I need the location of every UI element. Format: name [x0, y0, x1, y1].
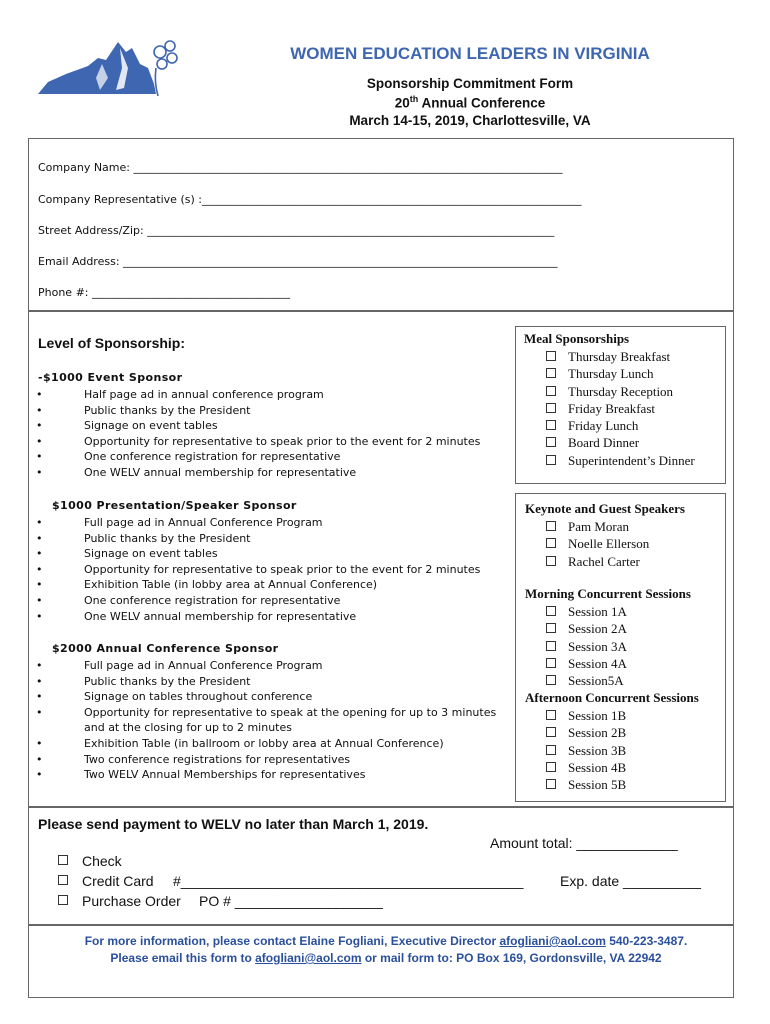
checkbox-icon[interactable] — [546, 727, 556, 737]
meal-option[interactable]: Friday Breakfast — [546, 400, 695, 417]
list-item: • Half page ad in annual conference program — [34, 387, 480, 403]
exp-date-field[interactable]: Exp. date __________ — [560, 873, 701, 889]
email-link[interactable]: afogliani@aol.com — [499, 934, 606, 948]
list-item: • Two conference registrations for representatives — [34, 752, 496, 768]
keynote-speakers-title: Keynote and Guest Speakers — [525, 501, 685, 516]
form-title: Sponsorship Commitment Form — [366, 76, 574, 91]
org-name: WOMEN EDUCATION LEADERS IN VIRGINIA — [290, 44, 650, 63]
level-of-sponsorship-heading: Level of Sponsorship: — [38, 335, 186, 351]
list-item: • Opportunity for representative to speak prior to the event for 2 minutes — [34, 562, 480, 578]
checkbox-icon[interactable] — [546, 403, 556, 413]
meal-option[interactable]: Superintendent’s Dinner — [546, 452, 695, 469]
list-item: • Signage on tables throughout conference — [34, 689, 496, 705]
list-item: • Signage on event tables — [34, 418, 480, 434]
company-name-field[interactable]: Company Name: ______________________________________________________________________________ — [38, 161, 563, 174]
meal-option[interactable]: Thursday Breakfast — [546, 348, 695, 365]
company-rep-field[interactable]: Company Representative (s) :_____________________________________________________________________ — [38, 193, 582, 206]
flower-icon — [154, 41, 177, 96]
list-item: • Signage on event tables — [34, 546, 480, 562]
list-item: • One conference registration for representative — [34, 449, 480, 465]
checkbox-icon[interactable] — [546, 455, 556, 465]
card-number-field[interactable]: #____________________________________________ — [173, 873, 524, 889]
session-option[interactable]: Session 2B — [546, 724, 626, 741]
list-item: • One WELV annual membership for representative — [34, 465, 480, 481]
session-option[interactable]: Session 4A — [546, 655, 627, 672]
list-item: • Opportunity for representative to speak at the opening for up to 3 minutes — [34, 705, 496, 721]
checkbox-icon[interactable] — [546, 351, 556, 361]
meal-option[interactable]: Thursday Lunch — [546, 365, 695, 382]
meal-option[interactable]: Friday Lunch — [546, 417, 695, 434]
speaker-option[interactable]: Noelle Ellerson — [546, 535, 649, 552]
po-number-field[interactable]: PO # ___________________ — [199, 893, 383, 909]
checkbox-icon[interactable] — [546, 675, 556, 685]
payment-credit-option[interactable]: Credit Card — [58, 873, 154, 889]
checkbox-icon[interactable] — [58, 875, 68, 885]
email-link[interactable]: afogliani@aol.com — [255, 951, 362, 965]
list-item: • Exhibition Table (in lobby area at Annual Conference) — [34, 577, 480, 593]
tier-speaker-sponsor-title: $1000 Presentation/Speaker Sponsor — [52, 499, 297, 512]
checkbox-icon[interactable] — [546, 762, 556, 772]
checkbox-icon[interactable] — [546, 710, 556, 720]
session-option[interactable]: Session 1A — [546, 603, 627, 620]
payment-heading: Please send payment to WELV no later than March 1, 2019. — [38, 816, 429, 832]
street-address-field[interactable]: Street Address/Zip: __________________________________________________________________________ — [38, 224, 555, 237]
meal-options-list — [546, 348, 695, 469]
checkbox-icon[interactable] — [546, 437, 556, 447]
footer-contact-line: For more information, please contact Elaine Fogliani, Executive Director afogliani@aol.com 540-223-3487. — [84, 934, 688, 948]
meal-option[interactable]: Thursday Reception — [546, 383, 695, 400]
amount-total-field[interactable]: Amount total: _____________ — [490, 835, 678, 851]
checkbox-icon[interactable] — [546, 386, 556, 396]
list-item: • Public thanks by the President — [34, 674, 496, 690]
afternoon-sessions-list — [546, 707, 626, 793]
tier-annual-sponsor-list — [34, 658, 496, 783]
payment-po-option[interactable]: Purchase Order — [58, 893, 181, 909]
conference-dates: March 14-15, 2019, Charlottesville, VA — [349, 113, 591, 128]
checkbox-icon[interactable] — [546, 745, 556, 755]
session-option[interactable]: Session 1B — [546, 707, 626, 724]
meal-sponsorships-title: Meal Sponsorships — [524, 331, 630, 346]
list-item: • Public thanks by the President — [34, 403, 480, 419]
morning-sessions-title: Morning Concurrent Sessions — [525, 586, 691, 601]
checkbox-icon[interactable] — [58, 855, 68, 865]
speaker-option[interactable]: Pam Moran — [546, 518, 649, 535]
checkbox-icon[interactable] — [546, 779, 556, 789]
checkbox-icon[interactable] — [546, 658, 556, 668]
checkbox-icon[interactable] — [546, 641, 556, 651]
list-item: • Full page ad in Annual Conference Program — [34, 658, 496, 674]
list-item: • Public thanks by the President — [34, 531, 480, 547]
welv-logo — [36, 38, 184, 98]
checkbox-icon[interactable] — [546, 556, 556, 566]
tier-speaker-sponsor-list — [34, 515, 480, 624]
afternoon-sessions-title: Afternoon Concurrent Sessions — [525, 690, 699, 705]
checkbox-icon[interactable] — [58, 895, 68, 905]
phone-field[interactable]: Phone #: ____________________________________ — [38, 286, 290, 299]
speaker-option[interactable]: Rachel Carter — [546, 553, 649, 570]
tier-event-sponsor-list — [34, 387, 480, 481]
session-option[interactable]: Session 5B — [546, 776, 626, 793]
list-item: • One WELV annual membership for representative — [34, 609, 480, 625]
list-item: • Full page ad in Annual Conference Program — [34, 515, 480, 531]
session-option[interactable]: Session 2A — [546, 620, 627, 637]
checkbox-icon[interactable] — [546, 623, 556, 633]
checkbox-icon[interactable] — [546, 538, 556, 548]
list-item: • One conference registration for representative — [34, 593, 480, 609]
list-item: • Opportunity for representative to speak prior to the event for 2 minutes — [34, 434, 480, 450]
list-item: • Two WELV Annual Memberships for representatives — [34, 767, 496, 783]
payment-check-option[interactable]: Check — [58, 853, 122, 869]
checkbox-icon[interactable] — [546, 606, 556, 616]
speaker-options-list — [546, 518, 649, 570]
tier-event-sponsor-title: -$1000 Event Sponsor — [38, 371, 183, 384]
checkbox-icon[interactable] — [546, 368, 556, 378]
tier-annual-sponsor-title: $2000 Annual Conference Sponsor — [52, 642, 279, 655]
meal-option[interactable]: Board Dinner — [546, 434, 695, 451]
email-field[interactable]: Email Address: _______________________________________________________________________________ — [38, 255, 558, 268]
session-option[interactable]: Session 3A — [546, 638, 627, 655]
morning-sessions-list — [546, 603, 627, 689]
session-option[interactable]: Session 4B — [546, 759, 626, 776]
conference-title: 20th Annual Conference — [394, 94, 546, 111]
session-option[interactable]: Session5A — [546, 672, 627, 689]
list-item: • Exhibition Table (in ballroom or lobby area at Annual Conference) — [34, 736, 496, 752]
checkbox-icon[interactable] — [546, 420, 556, 430]
session-option[interactable]: Session 3B — [546, 742, 626, 759]
footer-mail-line: Please email this form to afogliani@aol.com or mail form to: PO Box 169, Gordonsville, VA 22942 — [110, 951, 662, 965]
list-item: and at the closing for up to 2 minutes — [84, 721, 292, 735]
checkbox-icon[interactable] — [546, 521, 556, 531]
